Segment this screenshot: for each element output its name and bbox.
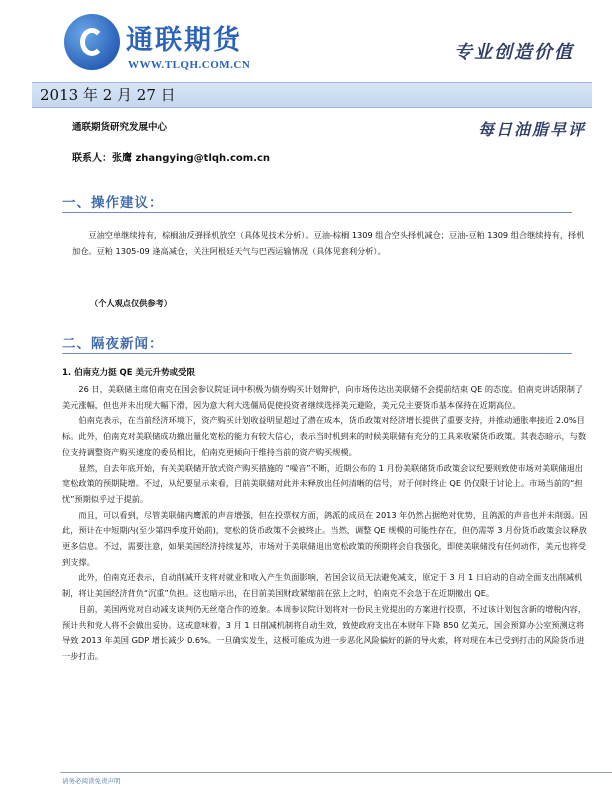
news-paragraph: 伯南克表示，在当前经济环境下，资产购买计划收益明显超过了潜在成本，货币政策对经济增长提供了重要支持，并推动通胀率接近 2.0%目标。此外，伯南克对美联储成功撤出量化宽松的能力有较大信心，表示当时机到来的时候美联储有充分的工具来收紧货币政策。其表态暗示，与数位支持调整资产购买速度的委员相比，伯南克更倾向于维持当前的资产购买规模。 xyxy=(62,415,587,457)
news-paragraph: 显然，自去年底开始，有关美联储开放式资产购买措施的 “噪音”不断，近期公布的 1 月份美联储货币政策会议纪要则致使市场对美联储退出宽松政策的预期陡增。不过，从纪要显示来看，目前美联储对此并未释放出任何清晰的信号，对于何时终止 QE 仍仅限于讨论上。市场当前的“担忧”预期似乎过于提前。 xyxy=(62,462,583,504)
section-heading-advice xyxy=(62,191,572,213)
company-logo xyxy=(64,14,254,74)
contact-info: 联系人：张鹰 zhangying@tlqh.com.cn xyxy=(72,153,271,164)
advice-paragraph xyxy=(72,228,587,259)
news-paragraph: 而且，可以看到，尽管美联储内鹰派的声音增强，但在投票权方面，鸽派的成员在 2013 年仍然占据绝对优势，且鸽派的声音也并未削弱。因此，预计在中短期内(至少第四季度开始前)，宽松的货币政策不会被终止。当然，调整 QE 规模的可能性存在，但仍需等 3 月份货币政策会议释放更多信息。不过，需要注意，如果美国经济持续复苏，市场对于美联储退出宽松政策的预期将会自我强化，即使美联储没有任何动作，美元也将受到支撑。 xyxy=(62,509,588,567)
news-title: 1. 伯南克力挺 QE 美元升势或受限 xyxy=(62,368,196,378)
report-date: 2013 年 2 月 27 日 xyxy=(40,86,176,104)
section-divider xyxy=(62,212,572,213)
logo-name: 通联期货 xyxy=(126,25,242,56)
news-paragraph: 此外，伯南克还表示，自动削减开支将对就业和收入产生负面影响，若国会议员无法避免减支，原定于 3 月 1 日启动的自动全面支出削减机制，将让美国经济背负“沉重”负担。这也暗示出，在目前美国财政紧缩前在弦上之时，伯南克不会急于在近期撤出 QE。 xyxy=(62,572,583,599)
section-heading-text: 一、操作建议： xyxy=(62,195,164,211)
advice-text: 豆油空单继续持有，棕榈油反弹择机放空（具体见技术分析）。豆油-棕榈 1309 组合空头择机减仓；豆油-豆粕 1309 组合继续持有，择机加仓。豆粕 1305-09 逢高减仓，关注阿根廷天气与巴西运输情况（具体见套利分析）。 xyxy=(72,230,585,256)
date-bar xyxy=(32,82,592,108)
news-paragraph: 26 日，美联储主席伯南克在国会参议院证词中积极为债券购买计划辩护，向市场传达出美联储不会提前结束 QE 的态度。伯南克讲话限制了美元涨幅，但也并未出现大幅下滑，因为意大利大选僵局促使投资者继续选择美元避险，美元兑主要货币基本保持在近期高位。 xyxy=(62,384,584,410)
news-body xyxy=(62,382,588,665)
section-divider xyxy=(62,353,572,354)
slogan: 专业创造价值 xyxy=(454,42,574,63)
news-paragraph: 目前，美国两党对自动减支谈判仍无丝毫合作的迹象。本周参议院计划将对一份民主党提出的方案进行投票，不过该计划包含新的增税内容，预计共和党人将不会做出妥协。这或意味着，3 月 1 日削减机制将自动生效，致使政府支出在本财年下降 850 亿美元，国会预算办公室预测这将导致 2013 年美国 GDP 增长减少 0.6%。一旦确实发生，这极可能成为进一步恶化风险偏好的新的导火索，将对现在本已受到打击的风险货币进一步打击。 xyxy=(62,603,587,661)
research-center: 通联期货研究发展中心 xyxy=(72,122,168,133)
footer-divider xyxy=(60,772,612,773)
logo-url: WWW.TLQH.COM.CN xyxy=(128,59,251,71)
logo-mark-icon xyxy=(64,14,120,70)
section-heading-news xyxy=(62,332,572,354)
footer-disclaimer: 请务必阅读免责声明 xyxy=(62,777,121,785)
disclaimer-note: （个人观点仅供参考） xyxy=(90,298,172,308)
report-title: 每日油脂早评 xyxy=(477,120,586,139)
section-heading-text: 二、隔夜新闻： xyxy=(62,336,164,352)
